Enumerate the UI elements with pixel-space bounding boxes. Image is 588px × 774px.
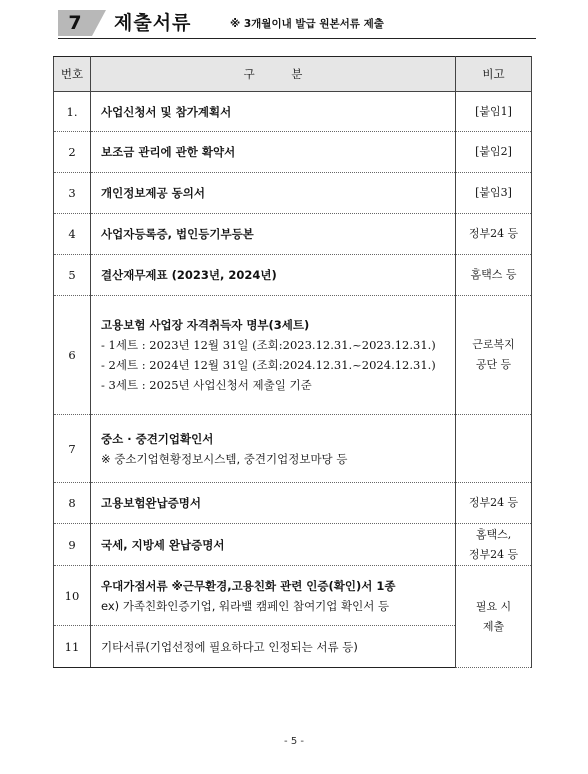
item-line: 사업신청서 및 참가계획서 (101, 104, 232, 119)
row-number: 4 (54, 214, 91, 255)
col-header-remark: 비고 (456, 57, 532, 92)
table-row (54, 214, 532, 255)
section-number: 7 (58, 10, 92, 36)
item-subline: - 1세트 : 2023년 12월 31일 (조회:2023.12.31.~2023.12.31.) (101, 338, 436, 352)
item-line: 개인정보제공 동의서 (101, 186, 205, 200)
row-item (91, 173, 456, 214)
row-remark: [붙임1] (456, 92, 532, 132)
item-line: 중소 · 중견기업확인서 (101, 431, 214, 446)
row-number: 8 (54, 483, 91, 524)
header-rule (58, 38, 536, 39)
row-item (91, 132, 456, 173)
item-line: 기타서류(기업선정에 필요하다고 인정되는 서류 등) (101, 639, 358, 654)
remark-line: 제출 (482, 619, 505, 633)
row-number: 3 (54, 173, 91, 214)
row-remark (456, 296, 532, 415)
row-item (91, 296, 456, 415)
row-number: 2 (54, 132, 91, 173)
row-number: 5 (54, 255, 91, 296)
item-subline: - 2세트 : 2024년 12월 31일 (조회:2024.12.31.~2024.12.31.) (101, 358, 436, 372)
table-row (54, 566, 532, 626)
remark-line: 근로복지 (472, 338, 515, 351)
documents-table (53, 56, 532, 668)
row-item (91, 566, 456, 626)
table-row (54, 173, 532, 214)
row-item (91, 255, 456, 296)
item-line: 우대가점서류 ※근무환경,고용친화 관련 인증(확인)서 1종 (101, 578, 396, 593)
item-line: 보조금 관리에 관한 확약서 (101, 145, 236, 159)
col-header-item: 구 분 (91, 57, 456, 92)
table-row (54, 132, 532, 173)
table-row (54, 92, 532, 132)
table-row (54, 255, 532, 296)
row-item (91, 524, 456, 566)
row-remark (456, 415, 532, 483)
table-row (54, 415, 532, 483)
section-title: 제출서류 (114, 12, 192, 34)
row-item (91, 214, 456, 255)
row-number: 7 (54, 415, 91, 483)
row-number: 9 (54, 524, 91, 566)
remark-line: 필요 시 (475, 599, 512, 613)
row-remark: [붙임3] (456, 173, 532, 214)
section-number-tab (92, 10, 106, 36)
page-number: - 5 - (284, 736, 304, 747)
row-item (91, 415, 456, 483)
row-remark: 정부24 등 (456, 483, 532, 524)
row-remark: 정부24 등 (456, 214, 532, 255)
item-subline: ※ 중소기업현황정보시스템, 중견기업정보마당 등 (101, 451, 348, 466)
item-line: 고용보험완납증명서 (101, 496, 201, 510)
row-remark: 홈택스 등 (456, 255, 532, 296)
table-row (54, 524, 532, 566)
section-header (58, 8, 538, 38)
row-number: 6 (54, 296, 91, 415)
row-number: 11 (54, 626, 91, 668)
row-item (91, 92, 456, 132)
item-subline: ex) 가족친화인증기업, 워라밸 캠페인 참여기업 확인서 등 (101, 598, 390, 613)
remark-line: 홈택스, (475, 527, 512, 541)
item-line: 결산재무제표 (2023년, 2024년) (101, 268, 277, 282)
row-item (91, 483, 456, 524)
table-header-row (54, 57, 532, 92)
section-note: ※ 3개월이내 발급 원본서류 제출 (230, 18, 384, 30)
row-remark (456, 566, 532, 668)
table-row (54, 483, 532, 524)
row-item (91, 626, 456, 668)
item-line: 고용보험 사업장 자격취득자 명부(3세트) (101, 318, 310, 332)
item-line: 국세, 지방세 완납증명서 (101, 537, 225, 552)
row-remark (456, 524, 532, 566)
remark-line: 정부24 등 (468, 547, 519, 561)
item-line: 사업자등록증, 법인등기부등본 (101, 227, 254, 241)
table-row (54, 296, 532, 415)
col-header-no: 번호 (54, 57, 91, 92)
remark-line: 공단 등 (475, 358, 512, 371)
row-number: 1. (54, 92, 91, 132)
row-number: 10 (54, 566, 91, 626)
row-remark: [붙임2] (456, 132, 532, 173)
item-subline: - 3세트 : 2025년 사업신청서 제출일 기준 (101, 378, 312, 392)
